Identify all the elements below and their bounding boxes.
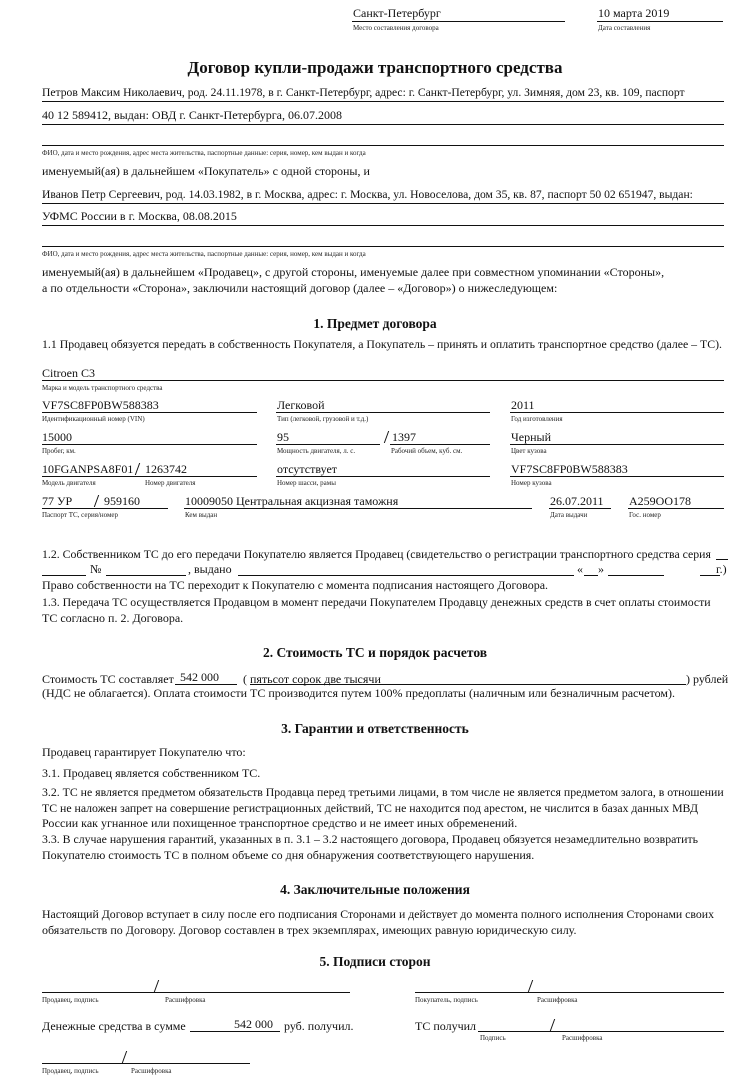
body-line: [510, 476, 724, 477]
rule: [42, 203, 724, 204]
clause-1-3-b: ТС согласно п. 2. Договора.: [42, 611, 184, 625]
section-1-heading: 1. Предмет договора: [313, 316, 437, 331]
car-decode-caption: Расшифровка: [562, 1034, 603, 1042]
engine-model-caption: Модель двигателя: [42, 479, 96, 487]
section-3-heading: 3. Гарантии и ответственность: [281, 721, 469, 736]
pts-caption: Паспорт ТС, серия/номер: [42, 511, 119, 519]
price-line-2: (НДС не облагается). Оплата стоимости ТС производится путем 100% предоплаты (наличным или безналичным расчетом).: [42, 686, 675, 700]
cert-line-a: [42, 575, 86, 576]
date-value: 10 марта 2019: [598, 6, 670, 20]
money-lead: Денежные средства в сумме: [42, 1019, 186, 1033]
buyer-signature-caption: Покупатель, подпись: [415, 996, 478, 1004]
model-caption: Марка и модель транспортного средства: [42, 384, 163, 392]
buyer-line-2: 40 12 589412, выдан: ОВД г. Санкт-Петербурга, 06.07.2008: [42, 108, 343, 122]
power-value: 95: [277, 430, 289, 444]
vin-value: VF7SC8FP0BW588383: [42, 398, 159, 412]
vin-line: [42, 412, 257, 413]
type-value: Легковой: [277, 398, 325, 412]
issue-date-caption: Дата выдачи: [550, 511, 588, 519]
price-amount-line: [175, 684, 237, 685]
buyer-decode-caption: Расшифровка: [537, 996, 578, 1004]
engine-model-value: 10FGANPSA8F01: [42, 462, 134, 476]
type-caption: Тип (легковой, грузовой и т.д.): [277, 415, 369, 423]
clause-1-2-b: Право собственности на ТС переходит к Покупателю с момента подписания настоящего Договора.: [42, 578, 549, 592]
cert-quote-close: »: [598, 562, 604, 576]
date-caption: Дата составления: [598, 24, 651, 32]
seller-signature-line-2: [42, 1063, 250, 1064]
color-value: Черный: [511, 430, 552, 444]
seller-line-2: УФМС России в г. Москва, 08.08.2015: [42, 209, 237, 223]
slash: [94, 495, 100, 507]
slash: [528, 980, 534, 992]
rule: [42, 145, 724, 146]
place-line: [352, 21, 565, 22]
issue-date-line: [549, 508, 611, 509]
clause-1-1: 1.1 Продавец обязуется передать в собственность Покупателя, а Покупатель – принять и оплатить транспортное средство (далее – ТС).: [42, 337, 722, 351]
final-text-a: Настоящий Договор вступает в силу после его подписания Сторонами и действует до момента полного исполнения Сторонами своих: [42, 907, 715, 921]
year-value: 2011: [511, 398, 535, 412]
issuer-caption: Кем выдан: [185, 511, 218, 519]
type-line: [276, 412, 490, 413]
mileage-line: [42, 444, 257, 445]
final-text-b: обязательств по Договору. Договор составлен в трех экземплярах, имеющих равную юридическую силу.: [42, 923, 577, 937]
section-2-heading: 2. Стоимость ТС и порядок расчетов: [262, 645, 488, 660]
price-currency: ) рублей: [686, 672, 729, 686]
chassis-value: отсутствует: [277, 462, 338, 476]
buyer-line-1: Петров Максим Николаевич, род. 24.11.1978, в г. Санкт-Петербург, адрес: г. Санкт-Петербург, ул. Зимняя, дом 23, кв. 109, паспорт: [42, 86, 685, 99]
body-caption: Номер кузова: [511, 479, 552, 487]
place-caption: Место составления договора: [353, 24, 439, 32]
price-words: ( пятьсот сорок две тысячи: [243, 672, 381, 686]
price-lead: Стоимость ТС составляет: [42, 672, 174, 686]
seller-decode-caption: Расшифровка: [165, 996, 206, 1004]
clause-3-2-a: 3.2. ТС не является предметом обязательств Продавца перед третьими лицами, в том числе не является предметом залога, в отношении: [42, 785, 724, 799]
money-amount: 542 000: [234, 1017, 273, 1031]
cert-number-sign: №: [90, 562, 102, 576]
rule: [42, 225, 724, 226]
issuer-line: [184, 508, 532, 509]
cert-series-line: [716, 559, 728, 560]
section-5-heading: 5. Подписи сторон: [319, 954, 431, 969]
money-tail: руб. получил.: [284, 1019, 354, 1033]
year-line: [510, 412, 724, 413]
seller-line-1: Иванов Петр Сергеевич, род. 14.03.1982, в г. Москва, адрес: г. Москва, ул. Новоселова, дом 35, кв. 87, паспорт 50 02 651947, выдан:: [42, 188, 693, 201]
cert-line-e: [608, 575, 664, 576]
volume-line: [390, 444, 490, 445]
car-received-line: [478, 1031, 724, 1032]
clause-1-3-a: 1.3. Передача ТС осуществляется Продавцом в момент передачи Покупателем Продавцу денежных средств в счет оплаты стоимости: [42, 595, 711, 609]
rule: [42, 124, 724, 125]
year-caption: Год изготовления: [511, 415, 563, 423]
clause-3-3-b: Покупателю стоимость ТС в полном объеме со дня обнаружения соответствующего нарушения.: [42, 848, 535, 862]
buyer-role: именуемый(ая) в дальнейшем «Покупатель» с одной стороны, и: [42, 164, 370, 178]
document-title: Договор купли-продажи транспортного средства: [187, 58, 563, 77]
seller-caption: ФИО, дата и место рождения, адрес места жительства, паспортные данные: серия, номер, кем выдан и когда: [42, 250, 366, 258]
seller-role-1: именуемый(ая) в дальнейшем «Продавец», с другой стороны, именуемые далее при совместном упоминании «Стороны»,: [42, 265, 665, 279]
seller-signature-caption-2: Продавец, подпись: [42, 1067, 99, 1075]
chassis-caption: Номер шасси, рамы: [277, 479, 336, 487]
mileage-value: 15000: [42, 430, 72, 444]
price-words-line: [250, 684, 686, 685]
model-value: Citroen C3: [42, 366, 95, 380]
car-received: ТС получил: [415, 1019, 477, 1033]
power-line: [276, 444, 380, 445]
cert-line-d: [584, 575, 598, 576]
issuer-value: 10009050 Центральная акцизная таможня: [185, 494, 399, 508]
color-line: [510, 444, 724, 445]
clause-3-2-c: России как угнанное или похищенное транспортное средство и не имеет иных обременений.: [42, 816, 518, 830]
pts-series-value: 77 УР: [42, 494, 73, 508]
seller-signature-line: [42, 992, 350, 993]
warranty-intro: Продавец гарантирует Покупателю что:: [42, 745, 246, 759]
vin-caption: Идентификационный номер (VIN): [42, 415, 145, 423]
cert-quote-open: «: [577, 562, 583, 576]
pts-line: [42, 508, 168, 509]
power-caption: Мощность двигателя, л. с.: [277, 447, 356, 455]
slash: [384, 431, 390, 443]
volume-value: 1397: [392, 430, 416, 444]
volume-caption: Рабочий объем, куб. см.: [391, 447, 463, 455]
clause-3-3-a: 3.3. В случае нарушения гарантий, указанных в п. 3.1 – 3.2 настоящего договора, Продавец обязуется незамедлительно возвратить: [42, 832, 699, 846]
cert-line-c: [238, 575, 574, 576]
place-value: Санкт-Петербург: [353, 6, 441, 20]
clause-3-1: 3.1. Продавец является собственником ТС.: [42, 766, 261, 780]
section-4-heading: 4. Заключительные положения: [280, 882, 470, 897]
pts-number-value: 959160: [104, 494, 140, 508]
car-sign-caption: Подпись: [480, 1034, 506, 1042]
slash: [122, 1051, 128, 1063]
engine-number-caption: Номер двигателя: [145, 479, 196, 487]
cert-year: г.): [716, 562, 727, 576]
buyer-caption: ФИО, дата и место рождения, адрес места жительства, паспортные данные: серия, номер, кем выдан и когда: [42, 149, 366, 157]
plate-line: [628, 508, 724, 509]
rule: [42, 246, 724, 247]
seller-decode-caption-2: Расшифровка: [131, 1067, 172, 1075]
color-caption: Цвет кузова: [511, 447, 547, 455]
money-amount-line: [190, 1031, 280, 1032]
plate-caption: Гос. номер: [629, 511, 661, 519]
model-line: [42, 380, 724, 381]
engine-line: [42, 476, 257, 477]
engine-number-value: 1263742: [145, 462, 187, 476]
clause-1-2: 1.2. Собственником ТС до его передачи Покупателю является Продавец (свидетельство о регистрации транспортного средства серия: [42, 547, 711, 561]
cert-issued: , выдано: [188, 562, 232, 576]
buyer-signature-line: [415, 992, 724, 993]
seller-signature-caption: Продавец, подпись: [42, 996, 99, 1004]
slash: [135, 463, 141, 475]
date-line: [597, 21, 723, 22]
slash: [550, 1019, 556, 1031]
clause-3-2-b: ТС не наложен запрет на совершение регистрационных действий, ТС не находится под арестом, не числится в базах данных МВД: [42, 801, 699, 815]
cert-line-b: [106, 575, 186, 576]
issue-date-value: 26.07.2011: [550, 494, 604, 508]
seller-role-2: а по отдельности «Сторона», заключили настоящий договор (далее – «Договор») о нижеследующем:: [42, 281, 558, 295]
plate-value: А259ОО178: [629, 494, 691, 508]
price-amount: 542 000: [180, 670, 219, 684]
mileage-caption: Пробег, км.: [42, 447, 76, 455]
slash: [154, 980, 160, 992]
chassis-line: [276, 476, 490, 477]
rule: [42, 101, 724, 102]
body-value: VF7SC8FP0BW588383: [511, 462, 628, 476]
